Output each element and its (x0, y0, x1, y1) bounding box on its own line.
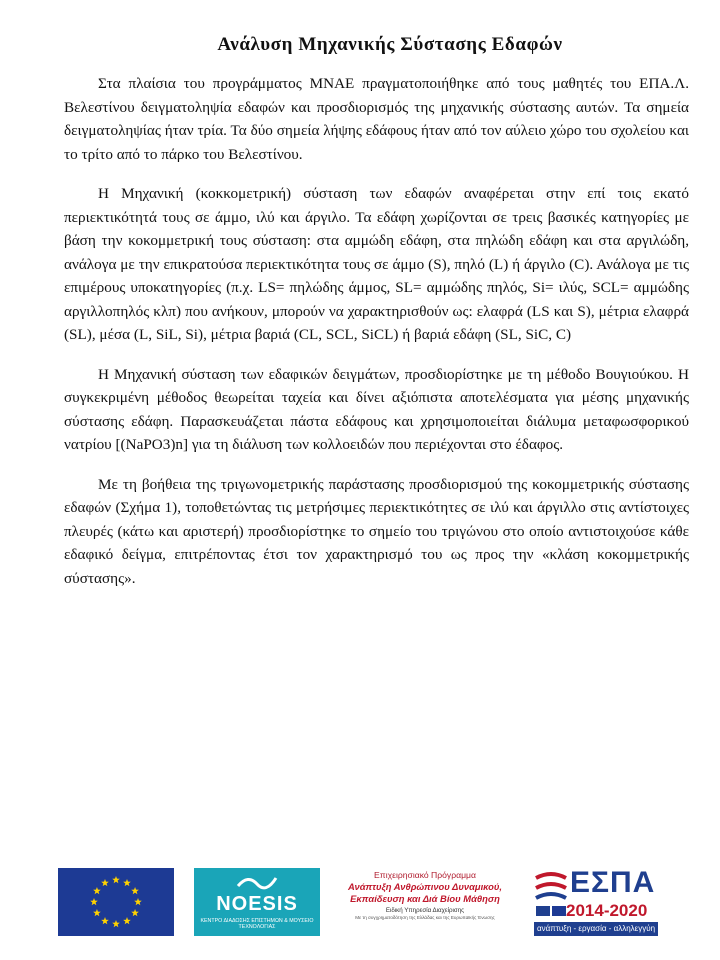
espa-stripes-icon (534, 870, 568, 920)
espa-wordmark: ΕΣΠΑ (570, 866, 656, 899)
paragraph-3: Η Μηχανική σύσταση των εδαφικών δειγμάτων, προσδιορίστηκε με τη μέθοδο Βουγιούκου. Η συγκεκριμένη μέθοδος θεωρείται ταχεία και δίνει αξιόπιστα αποτελέσματα για μέσης μηχανικής σύστασης εδάφη. Παρασκευάζεται πάστα εδάφους και χρησιμοποιείται διάλυμα μεταφωσφορικού νατρίου [(NaPO3)n] για τη διάλυση των κολλοειδών που περιέχονται στο έδαφος. (64, 365, 689, 453)
paragraph-4: Με τη βοήθεια της τριγωνομετρικής παράστασης προσδιορισμού της κοκομμετρικής σύστασης εδαφών (Σχήμα 1), τοποθετώντας τις μετρήσιμες περιεκτικότητες σε ιλύ και άργιλλο στις αντίστοιχες πλευρές (κάτω και αριστερή) προσδιορίστηκε το σημείο του τριγώνου στο οποίο αντιστοιχούσε κάθε εδαφικό δείγμα, επιτρέποντας έτσι τον χαρακτηρισμό του ως προς την «κλάση κοκομμετρικής σύστασης». (64, 475, 689, 587)
operational-programme-logo (336, 866, 514, 938)
document-title: Ανάλυση Μηχανικής Σύστασης Εδαφών (217, 34, 563, 55)
programme-heading: Επιχειρησιακό Πρόγραμμα (374, 870, 476, 880)
programme-cofunding: Με τη συγχρηματοδότηση της Ελλάδας και της Ευρωπαϊκής Ένωσης (355, 915, 495, 920)
programme-name-line1: Ανάπτυξη Ανθρώπινου Δυναμικού, (347, 881, 503, 892)
noesis-name: NOESIS (216, 893, 298, 915)
espa-years: 2014-2020 (566, 901, 648, 920)
paragraph-1: Στα πλαίσια του προγράμματος ΜΝΑΕ πραγματοποιήθηκε από τους μαθητές του ΕΠΑ.Λ. Βελεστίνου δειγματοληψία εδαφών και προσδιορισμός της μηχανικής σύστασης αυτών. Τα σημεία δειγματοληψίας ήταν τρία. Τα δύο σημεία λήψης εδάφους ήταν από τον αύλειο χώρο του σχολείου και το τρίτο από το πάρκο του Βελεστίνου. (64, 75, 689, 163)
eu-flag-logo (58, 868, 174, 936)
noesis-subtitle: ΚΕΝΤΡΟ ΔΙΑΔΟΣΗΣ ΕΠΙΣΤΗΜΩΝ & ΜΟΥΣΕΙΟ ΤΕΧΝΟΛΟΓΙΑΣ (200, 918, 314, 930)
document-body (64, 72, 689, 606)
programme-name-line2: Εκπαίδευση και Διά Βίου Μάθηση (350, 893, 500, 904)
espa-logo (534, 866, 694, 938)
noesis-wave-icon (236, 872, 278, 892)
espa-tagline: ανάπτυξη - εργασία - αλληλεγγύη (534, 922, 658, 936)
funding-logos (58, 866, 688, 938)
programme-authority: Ειδική Υπηρεσία Διαχείρισης (385, 907, 465, 914)
eu-stars-icon (58, 868, 174, 936)
noesis-logo (194, 868, 320, 936)
paragraph-2: Η Μηχανική (κοκκομετρική) σύσταση των εδαφών αναφέρεται στην επί τοις εκατό περιεκτικότητά τους σε άμμο, ιλύ και άργιλο. Τα εδάφη χωρίζονται σε τρεις βασικές κατηγορίες με βάση την κοκομμετρική τους σύσταση: στα αμμώδη εδάφη, στα πηλώδη εδάφη και στα αργιλώδη, ανάλογα με την επικρατούσα περιεκτικότητα τους σε άμμο (S), πηλό (L) ή άργιλο (C). Ανάλογα με τις επιμέρους υποκατηγορίες (π.χ. LS= πηλώδης άμμος, SL= αμμώδης πηλός, Si= ιλύς, SCL= αμμώδης αργιλλοπηλός κλπ) που ανήκουν, μπορούν να χαρακτηρισθούν ως: ελαφρά (LS και S), μέτρια ελαφρά (SL), μέσα (L, SiL, Si), μέτρια βαριά (CL, SCL, SiCL) ή βαριά εδάφη (SL, SiC, C) (64, 185, 689, 343)
